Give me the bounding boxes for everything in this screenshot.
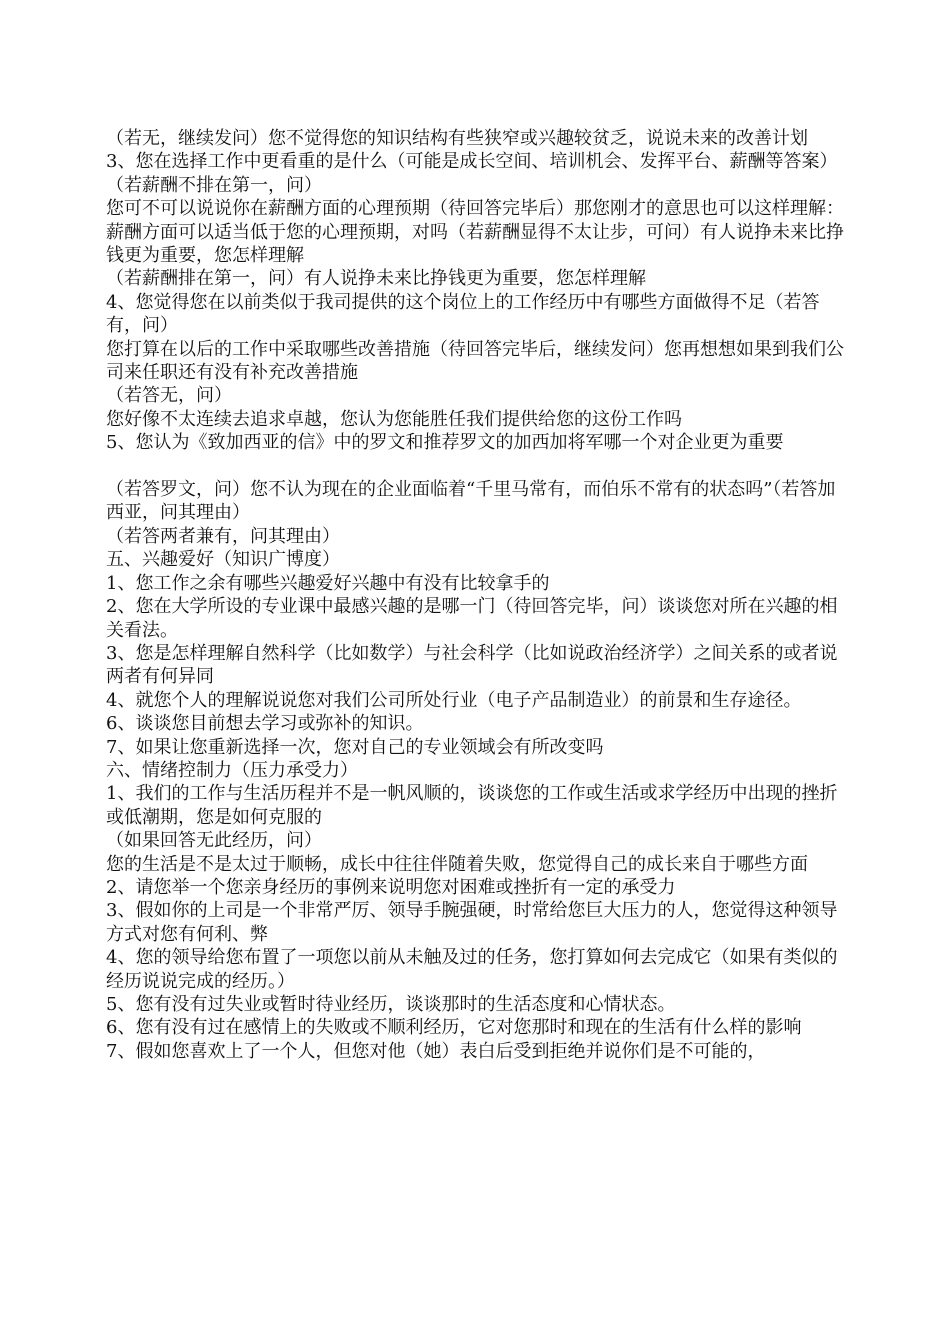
paragraph: （若薪酬排在第一，问）有人说挣未来比挣钱更为重要，您怎样理解: [106, 268, 646, 290]
section-heading: 六、情绪控制力（压力承受力）: [106, 759, 358, 781]
paragraph: 4、您的领导给您布置了一项您以前从未触及过的任务，您打算如何去完成它（如果有类似的经历说说完成的经历。）: [106, 947, 838, 992]
paragraph: 6、您有没有过在感情上的失败或不顺利经历，它对您那时和现在的生活有什么样的影响: [106, 1017, 802, 1039]
paragraph: 4、您觉得您在以前类似于我司提供的这个岗位上的工作经历中有哪些方面做得不足（若答有，问）: [106, 291, 820, 337]
paragraph: 3、您在选择工作中更看重的是什么（可能是成长空间、培训机会、发挥平台、薪酬等答案）: [106, 151, 838, 173]
paragraph: （如果回答无此经历，问）: [106, 830, 322, 852]
paragraph: 您好像不太连续去追求卓越，您认为您能胜任我们提供给您的这份工作吗: [106, 408, 682, 430]
paragraph: 1、您工作之余有哪些兴趣爱好兴趣中有没有比较拿手的: [106, 572, 550, 594]
paragraph: 7、假如您喜欢上了一个人，但您对他（她）表白后受到拒绝并说你们是不可能的，: [106, 1040, 766, 1062]
blank-line: [106, 455, 846, 478]
paragraph: 6、谈谈您目前想去学习或弥补的知识。: [106, 713, 424, 735]
document-body: [106, 127, 846, 1063]
paragraph: 1、我们的工作与生活历程并不是一帆风顺的，谈谈您的工作或生活或求学经历中出现的挫折或低潮期，您是如何克服的: [106, 783, 838, 828]
paragraph: 2、请您举一个您亲身经历的事例来说明您对困难或挫折有一定的承受力: [106, 876, 676, 898]
paragraph: 2、您在大学所设的专业课中最感兴趣的是哪一门（待回答完毕，问）谈谈您对所在兴趣的相关看法。: [106, 596, 838, 641]
paragraph: （若无，继续发问）您不觉得您的知识结构有些狭窄或兴趣较贫乏，说说未来的改善计划: [106, 128, 808, 149]
paragraph: 4、就您个人的理解说说您对我们公司所处行业（电子产品制造业）的前景和生存途径。: [106, 689, 802, 711]
paragraph: 您可不可以说说你在薪酬方面的心理预期（待回答完毕后）那您刚才的意思也可以这样理解：薪酬方面可以适当低于您的心理预期，对吗（若薪酬显得不太让步，可问）有人说挣未来比挣钱更为重要，您怎样理解: [106, 198, 844, 267]
paragraph: （若薪酬不排在第一，问）: [106, 174, 322, 196]
paragraph: （若答罗文，问）您不认为现在的企业面临着“千里马常有，而伯乐不常有的状态吗”（若答加西亚，问其理由）: [106, 479, 836, 524]
paragraph: 7、如果让您重新选择一次，您对自己的专业领域会有所改变吗: [106, 736, 604, 758]
paragraph: 5、您有没有过失业或暂时待业经历，谈谈那时的生活态度和心情状态。: [106, 994, 676, 1016]
paragraph: 您打算在以后的工作中采取哪些改善措施（待回答完毕后，继续发问）您再想想如果到我们公司来任职还有没有补充改善措施: [106, 338, 844, 384]
section-heading: 五、兴趣爱好（知识广博度）: [106, 549, 340, 571]
paragraph: （若答两者兼有，问其理由）: [106, 525, 340, 547]
paragraph: 3、假如你的上司是一个非常严厉、领导手腕强硬，时常给您巨大压力的人，您觉得这种领导方式对您有何利、弊: [106, 900, 838, 945]
paragraph: （若答无，问）: [106, 385, 232, 407]
paragraph: 3、您是怎样理解自然科学（比如数学）与社会科学（比如说政治经济学）之间关系的或者说两者有何异同: [106, 642, 838, 688]
paragraph: 您的生活是不是太过于顺畅，成长中往往伴随着失败，您觉得自己的成长来自于哪些方面: [106, 853, 808, 875]
paragraph: 5、您认为《致加西亚的信》中的罗文和推荐罗文的加西加将军哪一个对企业更为重要: [106, 432, 784, 454]
